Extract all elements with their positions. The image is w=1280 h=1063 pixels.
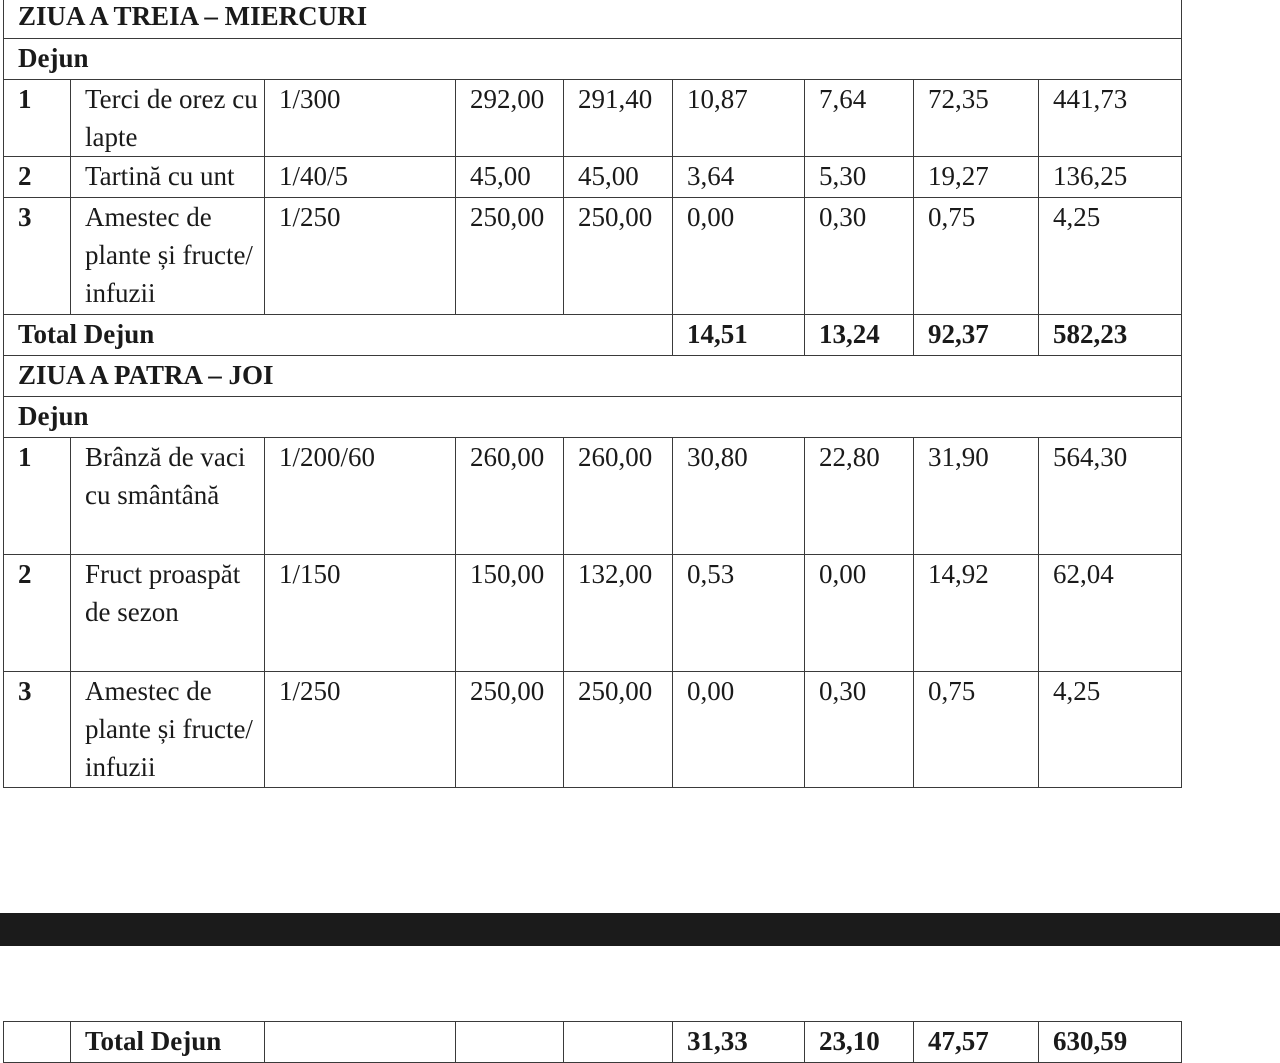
table-row — [4, 438, 1182, 555]
value-cell: 0,75 — [914, 672, 1039, 788]
value-cell: 132,00 — [564, 555, 673, 672]
table-row — [4, 80, 1182, 157]
value-cell: 0,30 — [805, 672, 914, 788]
total-value: 630,59 — [1039, 1022, 1182, 1063]
menu-table-top — [3, 0, 1182, 788]
page-break-band — [0, 913, 1280, 946]
total-value: 582,23 — [1039, 315, 1182, 356]
portion: 1/250 — [265, 198, 456, 315]
value-cell: 4,25 — [1039, 672, 1182, 788]
total-value: 47,57 — [914, 1022, 1039, 1063]
value-cell: 250,00 — [564, 672, 673, 788]
meal-title-breakfast: Dejun — [4, 39, 1182, 80]
total-value: 31,33 — [673, 1022, 805, 1063]
empty-cell — [4, 1022, 71, 1063]
total-row — [4, 1022, 1182, 1063]
value-cell: 0,53 — [673, 555, 805, 672]
value-cell: 72,35 — [914, 80, 1039, 157]
value-cell: 3,64 — [673, 157, 805, 198]
portion: 1/200/60 — [265, 438, 456, 555]
portion: 1/150 — [265, 555, 456, 672]
row-number: 2 — [4, 555, 71, 672]
day-title-thursday: ZIUA A PATRA – JOI — [4, 356, 1182, 397]
value-cell: 441,73 — [1039, 80, 1182, 157]
portion: 1/300 — [265, 80, 456, 157]
dish-name: Amestec de plante și fructe/ infuzii — [71, 198, 265, 315]
dish-name: Tartină cu unt — [71, 157, 265, 198]
value-cell: 5,30 — [805, 157, 914, 198]
value-cell: 260,00 — [456, 438, 564, 555]
value-cell: 62,04 — [1039, 555, 1182, 672]
dish-name: Brânză de vaci cu smântână — [71, 438, 265, 555]
value-cell: 0,00 — [673, 672, 805, 788]
value-cell: 10,87 — [673, 80, 805, 157]
meal-title-breakfast: Dejun — [4, 397, 1182, 438]
value-cell: 136,25 — [1039, 157, 1182, 198]
value-cell: 0,00 — [673, 198, 805, 315]
value-cell: 19,27 — [914, 157, 1039, 198]
row-number: 3 — [4, 672, 71, 788]
total-value: 92,37 — [914, 315, 1039, 356]
value-cell: 31,90 — [914, 438, 1039, 555]
value-cell: 250,00 — [456, 672, 564, 788]
day-title-wednesday: ZIUA A TREIA – MIERCURI — [4, 0, 1182, 39]
row-number: 3 — [4, 198, 71, 315]
value-cell: 0,75 — [914, 198, 1039, 315]
empty-cell — [564, 1022, 673, 1063]
portion: 1/40/5 — [265, 157, 456, 198]
total-value: 13,24 — [805, 315, 914, 356]
value-cell: 260,00 — [564, 438, 673, 555]
empty-cell — [456, 1022, 564, 1063]
value-cell: 250,00 — [564, 198, 673, 315]
empty-cell — [265, 1022, 456, 1063]
value-cell: 30,80 — [673, 438, 805, 555]
table-row — [4, 198, 1182, 315]
dish-name: Fruct proaspăt de sezon — [71, 555, 265, 672]
value-cell: 250,00 — [456, 198, 564, 315]
value-cell: 14,92 — [914, 555, 1039, 672]
dish-name: Amestec de plante și fructe/ infuzii — [71, 672, 265, 788]
table-row — [4, 555, 1182, 672]
portion: 1/250 — [265, 672, 456, 788]
total-row — [4, 315, 1182, 356]
value-cell: 22,80 — [805, 438, 914, 555]
row-number: 1 — [4, 80, 71, 157]
value-cell: 564,30 — [1039, 438, 1182, 555]
value-cell: 7,64 — [805, 80, 914, 157]
value-cell: 45,00 — [456, 157, 564, 198]
value-cell: 45,00 — [564, 157, 673, 198]
table-row — [4, 157, 1182, 198]
total-value: 14,51 — [673, 315, 805, 356]
value-cell: 291,40 — [564, 80, 673, 157]
table-row — [4, 672, 1182, 788]
value-cell: 292,00 — [456, 80, 564, 157]
row-number: 2 — [4, 157, 71, 198]
value-cell: 0,00 — [805, 555, 914, 672]
value-cell: 150,00 — [456, 555, 564, 672]
dish-name: Terci de orez cu lapte — [71, 80, 265, 157]
total-label: Total Dejun — [71, 1022, 265, 1063]
row-number: 1 — [4, 438, 71, 555]
menu-table-bottom — [3, 1021, 1182, 1063]
total-label: Total Dejun — [4, 315, 673, 356]
value-cell: 0,30 — [805, 198, 914, 315]
total-value: 23,10 — [805, 1022, 914, 1063]
value-cell: 4,25 — [1039, 198, 1182, 315]
